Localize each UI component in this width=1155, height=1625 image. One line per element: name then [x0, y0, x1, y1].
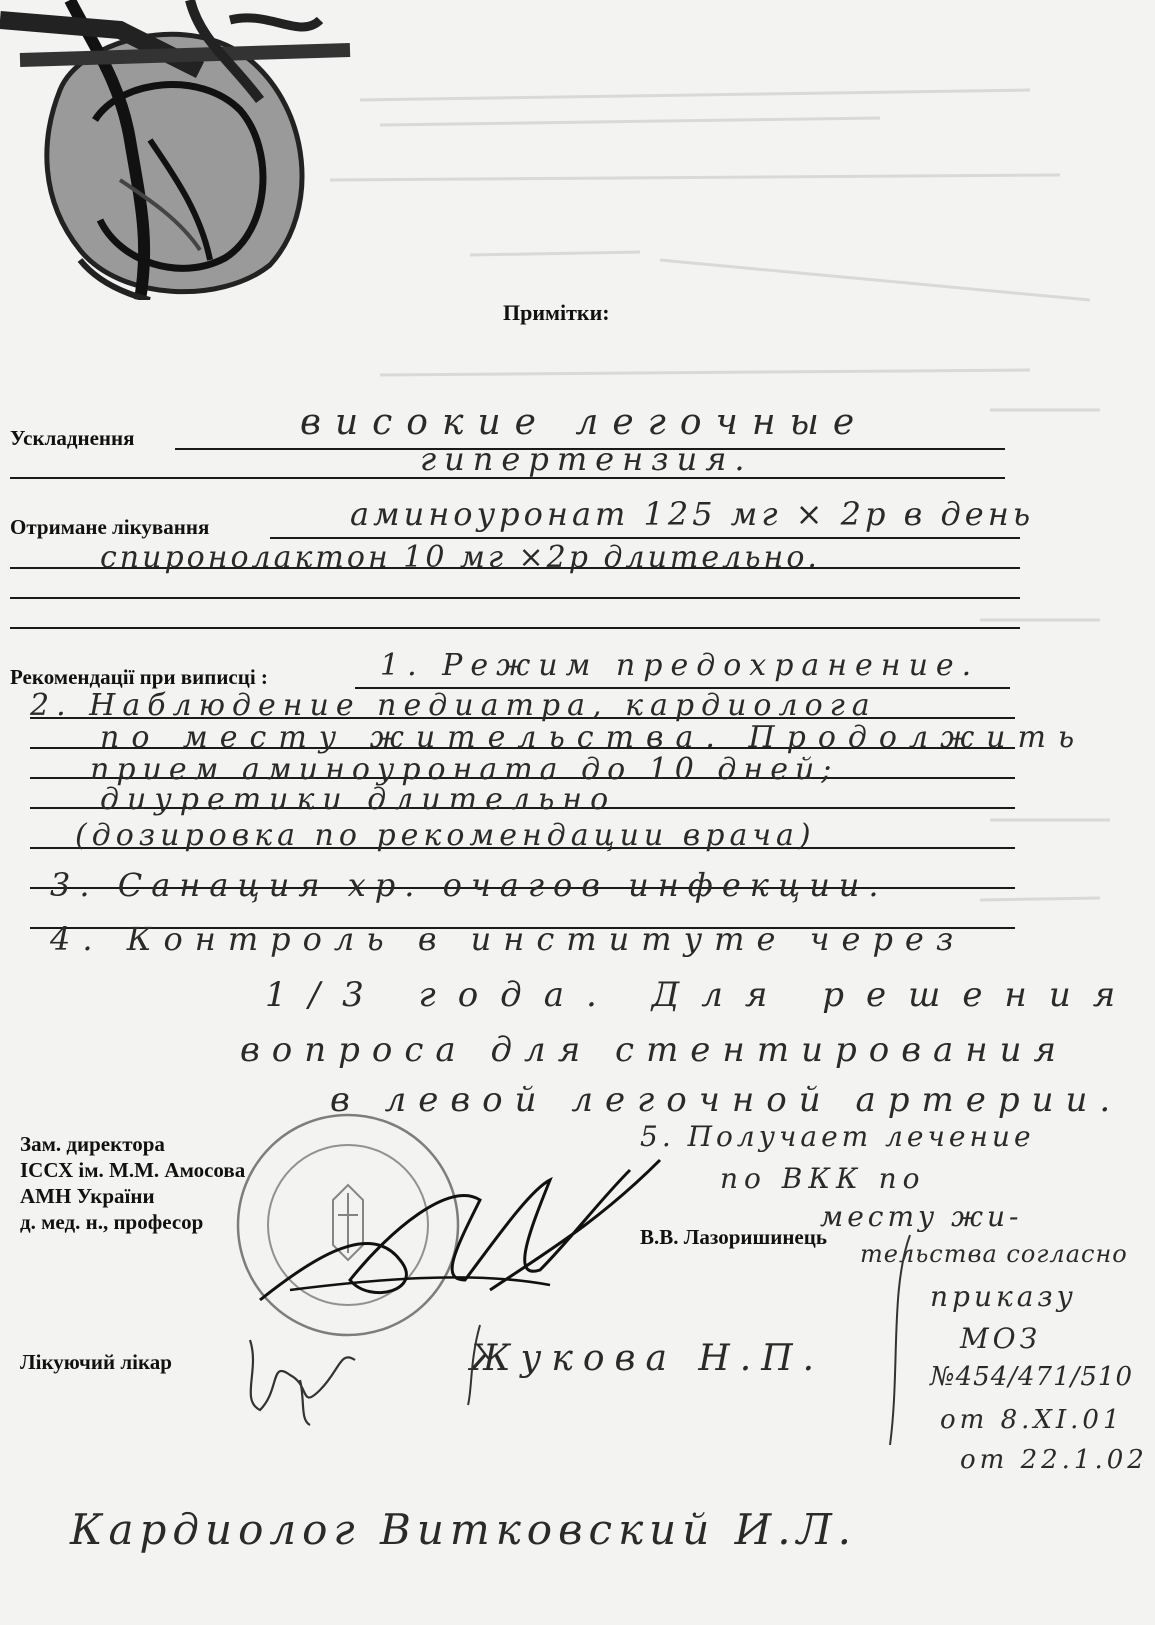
cardiologist-signature-line: Кардиолог Витковский И.Л.	[70, 1505, 857, 1554]
complications-text-2: гипертензия.	[420, 440, 753, 478]
deputy-director-title-4: д. мед. н., професор	[20, 1210, 204, 1234]
notes-heading: Примітки:	[503, 300, 610, 325]
treatment-rule-3	[10, 597, 1020, 599]
complications-text-1: високие легочные	[300, 402, 869, 443]
margin-note-2: по ВКК по	[720, 1162, 926, 1195]
deputy-director-title-2: ІССХ ім. М.М. Амосова	[20, 1158, 246, 1182]
recommendation-line-7: 3. Санация хр. очагов инфекции.	[50, 866, 888, 904]
deputy-director-name: В.В. Лазоришинець	[640, 1225, 827, 1249]
treatment-text-2: спиронолактон 10 мг ×2р длительно.	[100, 540, 820, 575]
treatment-label: Отримане лікування	[10, 515, 210, 539]
margin-note-bracket	[880, 1230, 940, 1450]
heart-illustration	[0, 0, 360, 300]
treatment-rule-1	[270, 537, 1020, 539]
attending-signature-name: Жукова Н.П.	[470, 1338, 825, 1379]
recommendation-line-9: 1/3 года. Для решения	[265, 975, 1138, 1015]
recommendation-line-8: 4. Контроль в институте через	[50, 920, 966, 958]
attending-physician-initials-signature	[230, 1320, 370, 1430]
attending-physician-label: Лікуючий лікар	[20, 1350, 172, 1374]
margin-note-5: приказу	[930, 1280, 1077, 1313]
complications-label: Ускладнення	[10, 426, 135, 450]
recommendation-line-6: (дозировка по рекомендации врача)	[75, 818, 816, 853]
margin-note-4: тельства согласно	[860, 1240, 1128, 1268]
attending-signature-mark	[460, 1320, 490, 1410]
recommendation-line-11: в левой легочной артерии.	[330, 1080, 1123, 1120]
margin-note-7: №454/471/510	[930, 1362, 1134, 1392]
recommendations-label: Рекомендації при виписці :	[10, 665, 268, 689]
recommendation-line-10: вопроса для стентирования	[240, 1030, 1069, 1070]
recommendation-line-2: 2. Наблюдение педиатра, кардиолога	[30, 688, 877, 723]
recommendation-line-3: по месту жительства. Продолжить	[100, 720, 1087, 755]
margin-note-6: МОЗ	[960, 1322, 1042, 1355]
recommendation-line-1: 1. Режим предохранение.	[380, 648, 980, 683]
margin-note-8: от 8.XI.01	[940, 1405, 1124, 1435]
treatment-text-1: аминоуронат 125 мг × 2р в день	[350, 495, 1035, 533]
margin-note-3: месту жи-	[820, 1200, 1023, 1233]
recommendation-line-5: диуретики длительно	[100, 782, 617, 817]
margin-note-1: 5. Получает лечение	[640, 1120, 1035, 1153]
deputy-director-signature	[250, 1140, 670, 1310]
deputy-director-title-1: Зам. директора	[20, 1132, 165, 1156]
recommendation-line-4: прием аминоуроната до 10 дней;	[90, 752, 839, 787]
margin-note-9: от 22.1.02	[960, 1445, 1148, 1475]
deputy-director-title-3: АМН України	[20, 1184, 155, 1208]
treatment-rule-4	[10, 627, 1020, 629]
